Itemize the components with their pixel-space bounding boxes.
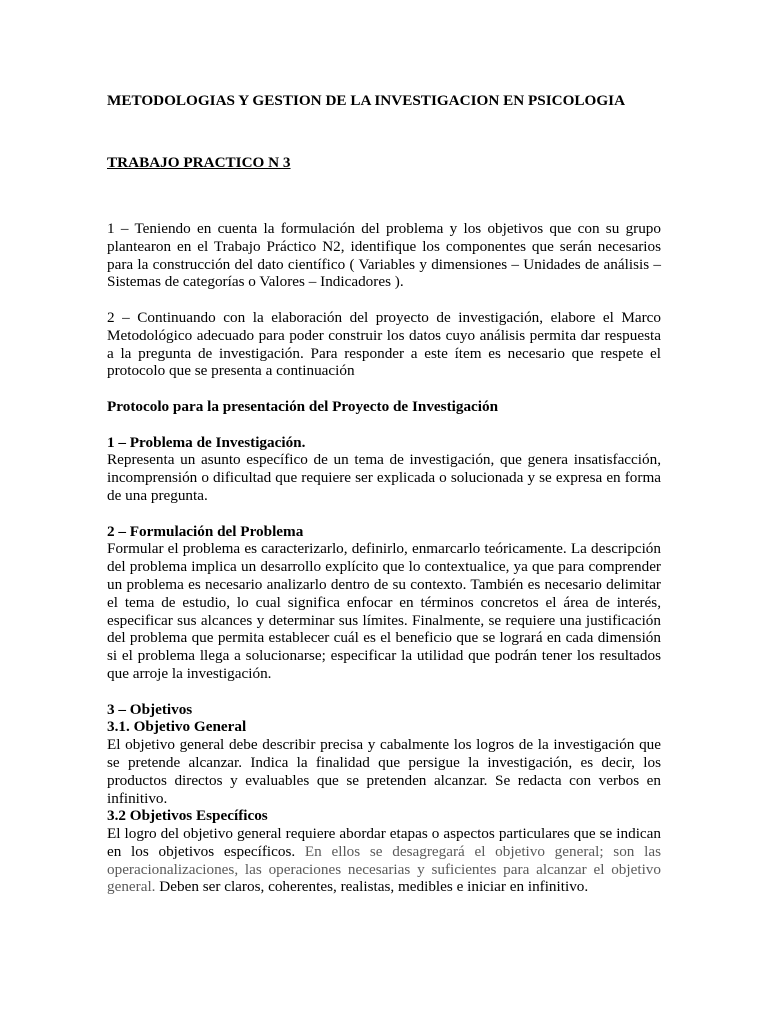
section-3-2-text <box>107 825 661 896</box>
section-3-1-heading: 3.1. Objetivo General <box>107 718 247 736</box>
document-title: METODOLOGIAS Y GESTION DE LA INVESTIGACION EN PSICOLOGIA <box>107 92 626 109</box>
section-2-text: Formular el problema es caracterizarlo, definirlo, enmarcarlo teóricamente. La descripción del problema implica un desarrollo explícito que lo contextualice, ya que para comprender un problema es necesario analizarlo dentro de su contexto. También es necesario delimitar el tema de estudio, lo cual significa enfocar en términos concretos el área de interés, especificar sus alcances y determinar sus límites. Finalmente, se requiere una justificación del problema que permita establecer cuál es el beneficio que se logrará en cada dimensión si el problema llega a solucionarse; especificar la utilidad que podrán tener los resultados que arroje la investigación. <box>107 540 661 682</box>
section-3-2-heading: 3.2 Objetivos Específicos <box>107 807 268 825</box>
task-item-2: 2 – Continuando con la elaboración del proyecto de investigación, elabore el Marco Metodológico adecuado para poder construir los datos cuyo análisis permita dar respuesta a la pregunta de investigación. Para responder a este ítem es necesario que respete el protocolo que se presenta a continuación <box>107 308 661 380</box>
section-2-heading: 2 – Formulación del Problema <box>107 522 304 540</box>
task-item-1: 1 – Teniendo en cuenta la formulación del problema y los objetivos que con su grupo plantearon en el Trabajo Práctico N2, identifique los componentes que serán necesarios para la construcción del dato científico ( Variables y dimensiones – Unidades de análisis – Sistemas de categorías o Valores – Indicadores ). <box>107 220 661 291</box>
section-3-heading: 3 – Objetivos <box>107 700 193 718</box>
section-3-2-text-a: El logro del objetivo general requiere abordar etapas o aspectos particulares que se indican en los objetivos específicos. <box>107 825 661 860</box>
document-subtitle: TRABAJO PRACTICO N 3 <box>107 154 291 171</box>
section-3-2-text-c: Deben ser claros, coherentes, realistas, medibles e iniciar en infinitivo. <box>155 878 589 896</box>
section-3-1-text: El objetivo general debe describir precisa y cabalmente los logros de la investigación que se pretende alcanzar. Indica la finalidad que persigue la investigación, es decir, los productos directos y evaluables que se pretenden alcanzar. Se redacta con verbos en infinitivo. <box>107 736 661 807</box>
protocol-heading: Protocolo para la presentación del Proyecto de Investigación <box>107 397 499 415</box>
section-1-text: Representa un asunto específico de un tema de investigación, que genera insatisfacción, incomprensión o dificultad que requiere ser explicada o solucionada y se expresa en forma de una pregunta. <box>107 451 661 504</box>
document-body <box>107 220 661 896</box>
section-3-2-text-b: En ellos se desagregará el objetivo general; son las operacionalizaciones, las operaciones necesarias y suficientes para alcanzar el objetivo general. <box>107 842 661 896</box>
section-1-heading: 1 – Problema de Investigación. <box>107 433 306 451</box>
